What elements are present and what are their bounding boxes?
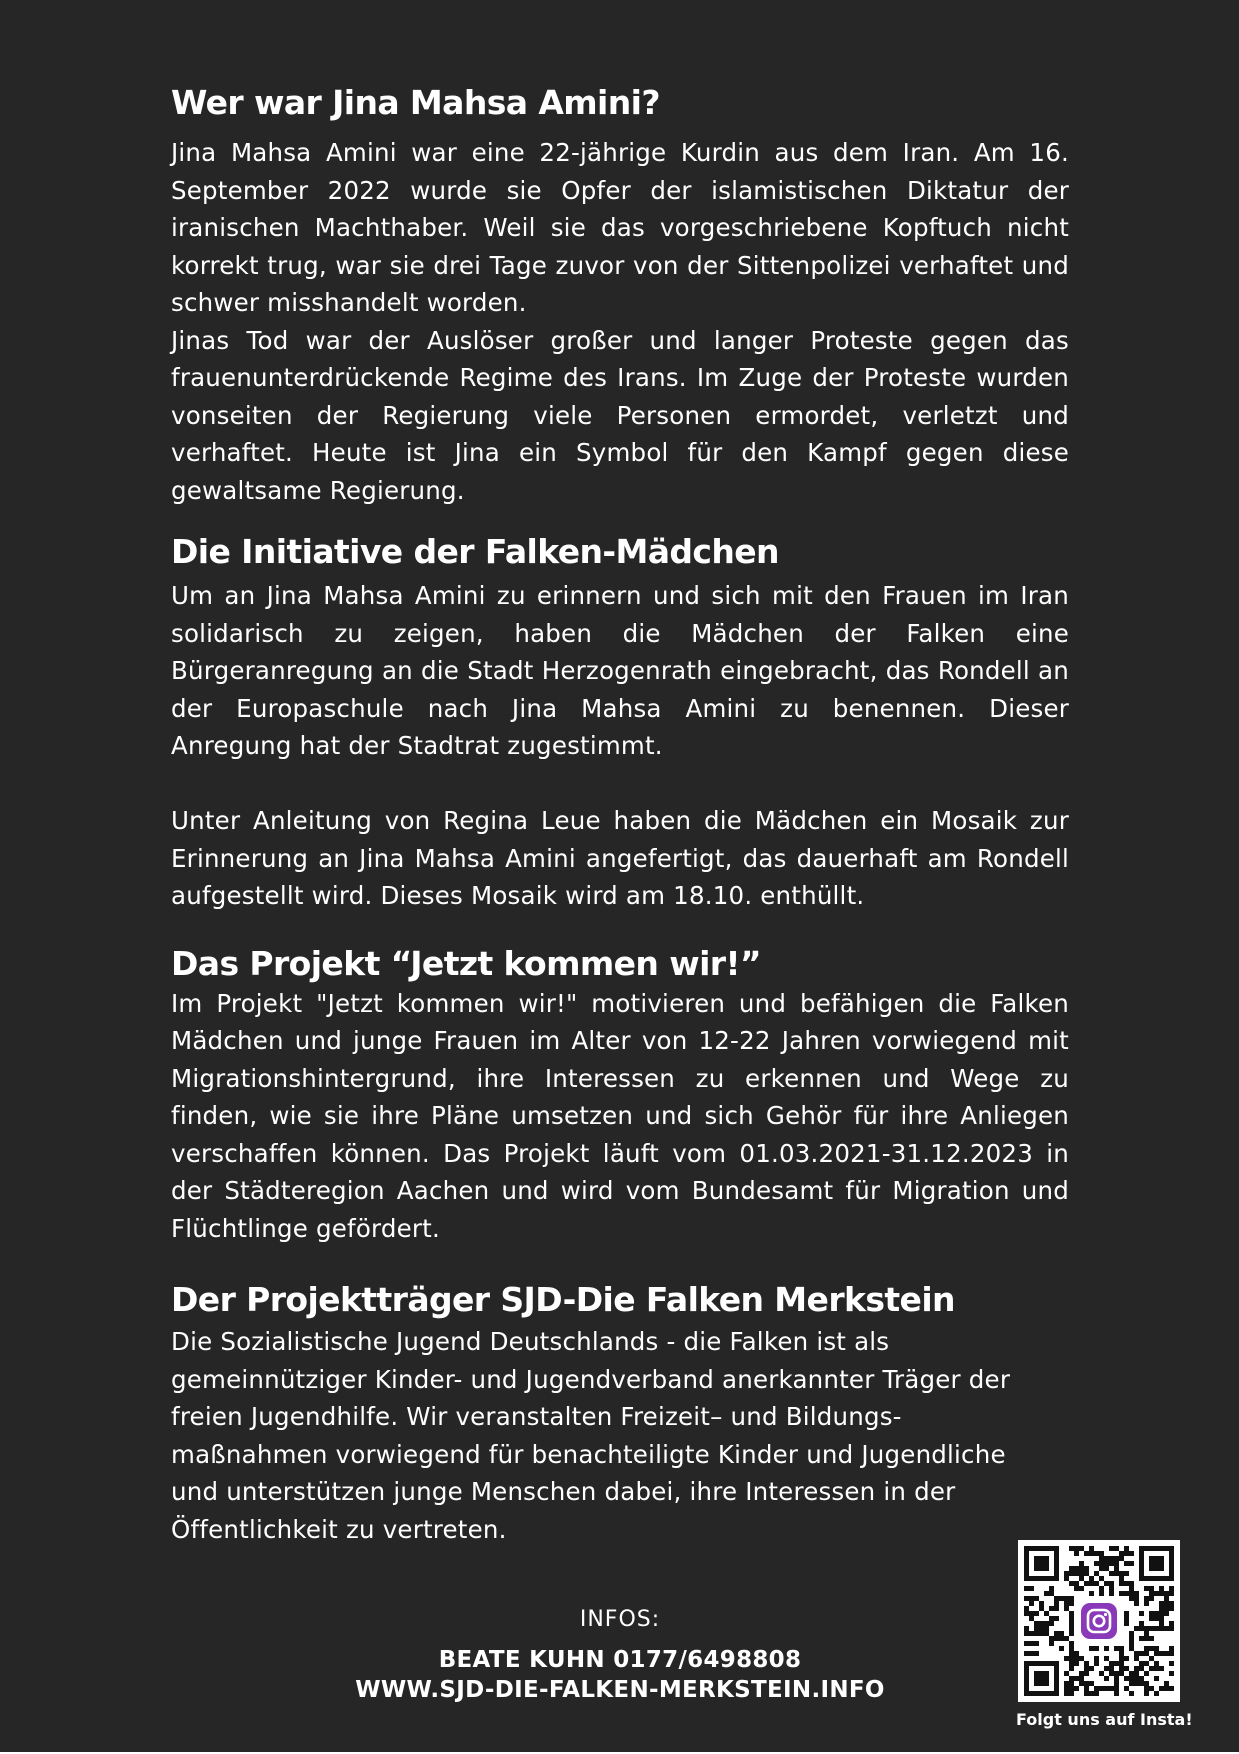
paragraph-initiative-request: Um an Jina Mahsa Amini zu erinnern und sich mit den Frauen im Iran solidarisch zu zeigen, haben die Mädchen der Falken eine Bürgeranregung an die Stadt Herzogenrath eingebracht, das Rondell an der Europaschule nach Jina Mahsa Amini zu benennen. Dieser Anregung hat der Stadtrat zugestimmt. (171, 581, 1069, 760)
website-link[interactable]: WWW.SJD-DIE-FALKEN-MERKSTEIN.INFO (355, 1677, 885, 1703)
paragraph-initiative-mosaic: Unter Anleitung von Regina Leue haben die Mädchen ein Mosaik zur Erinnerung an Jina Mahsa Amini angefertigt, das dauerhaft am Rondell aufgestellt wird. Dieses Mosaik wird am 18.10. enthüllt. (171, 806, 1069, 910)
heading-project: Das Projekt “Jetzt kommen wir!” (171, 943, 762, 983)
footer-contact (300, 1605, 940, 1705)
section-who-was-jina (171, 82, 1069, 509)
paragraph-jina-bio: Jina Mahsa Amini war eine 22-jährige Kurdin aus dem Iran. Am 16. September 2022 wurde sie Opfer der islamistischen Diktatur der iranischen Machthaber. Weil sie das vorgeschriebene Kopftuch nicht korrekt trug, war sie drei Tage zuvor von der Sittenpolizei verhaftet und schwer misshandelt worden. (171, 138, 1069, 317)
paragraph-sponsor (171, 1323, 1069, 1548)
section-sponsor (171, 1279, 1069, 1548)
qr-caption: Folgt uns auf Insta! (1016, 1710, 1193, 1729)
heading-sponsor: Der Projektträger SJD-Die Falken Merkstein (171, 1280, 955, 1319)
paragraph-jina-protests: Jinas Tod war der Auslöser großer und langer Proteste gegen das frauenunterdrückende Regime des Irans. Im Zuge der Proteste wurden vonseiten der Regierung viele Personen ermordet, verletzt und verhaftet. Heute ist Jina ein Symbol für den Kampf gegen diese gewaltsame Regierung. (171, 325, 1069, 505)
sponsor-line: und unterstützen junge Menschen dabei, ihre Interessen in der (171, 1477, 956, 1506)
paragraph-project: Im Projekt "Jetzt kommen wir!" motivieren und befähigen die Falken Mädchen und junge Frauen im Alter von 12-22 Jahren vorwiegend mit Migrationshintergrund, ihre Interessen zu erkennen und Wege zu finden, wie sie ihre Pläne umsetzen und sich Gehör für ihre Anliegen verschaffen können. Das Projekt läuft vom 01.03.2021-31.12.2023 in der Städteregion Aachen und wird vom Bundesamt für Migration und Flüchtlinge gefördert. (171, 988, 1069, 1243)
sponsor-line: maßnahmen vorwiegend für benachteiligte Kinder und Jugendliche (171, 1439, 1006, 1469)
qr-code[interactable] (1018, 1540, 1180, 1702)
qr-code-graphic (1018, 1540, 1180, 1702)
sponsor-line: Öffentlichkeit zu vertreten. (171, 1514, 507, 1544)
sponsor-line: Die Sozialistische Jugend Deutschlands - die Falken ist als (171, 1327, 890, 1356)
instagram-icon (1079, 1601, 1119, 1641)
section-initiative (171, 531, 1069, 915)
section-project (171, 943, 1069, 1248)
heading-initiative: Die Initiative der Falken-Mädchen (171, 532, 779, 571)
main-content (171, 82, 1069, 1548)
sponsor-line: gemeinnütziger Kinder- und Jugendverband anerkannter Träger der (171, 1364, 1011, 1394)
contact-phone: BEATE KUHN 0177/6498808 (438, 1647, 802, 1673)
qr-code-block (1016, 1540, 1193, 1730)
heading-who-was-jina: Wer war Jina Mahsa Amini? (171, 83, 660, 122)
paragraph-spacer (171, 765, 1069, 803)
infos-label: INFOS: (579, 1607, 661, 1632)
sponsor-line: freien Jugendhilfe. Wir veranstalten Freizeit– und Bildungs- (171, 1402, 902, 1431)
